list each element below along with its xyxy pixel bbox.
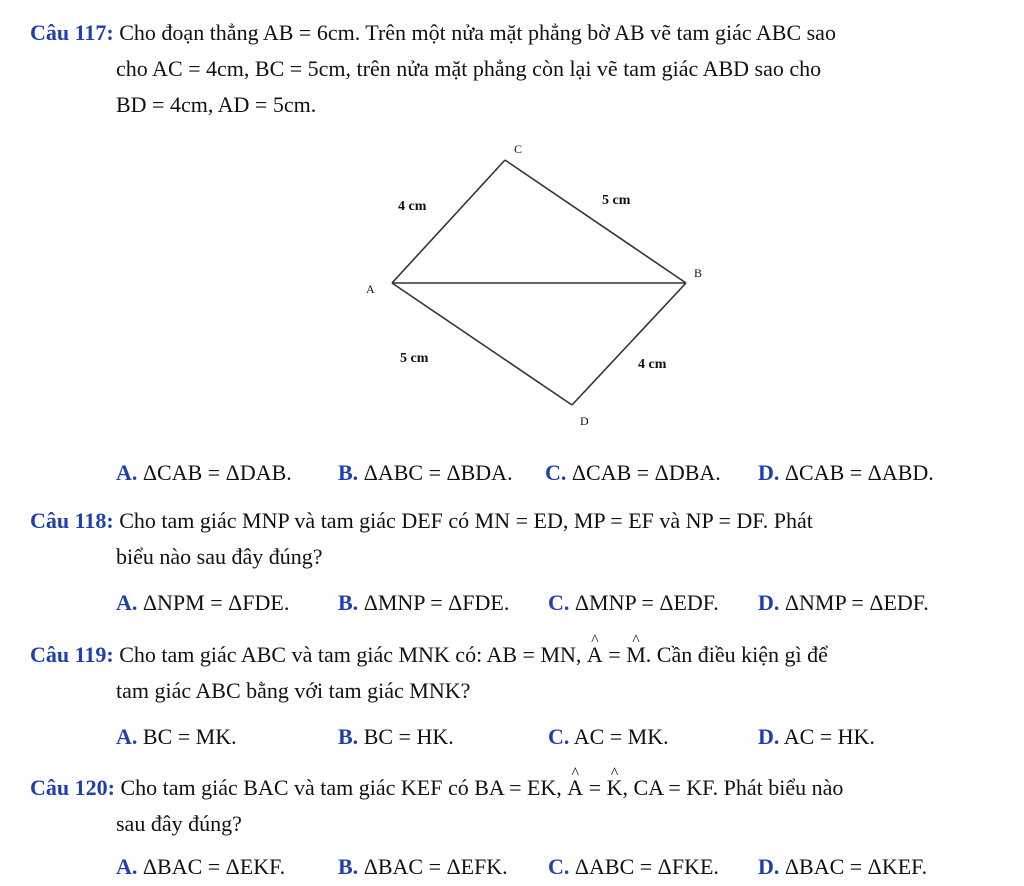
option-key: C. [548,724,570,749]
question-120-text-1b: , CA = KF. Phát biểu nào [622,775,844,800]
option-key: B. [338,460,359,485]
option-text: ΔMNP = ΔEDF. [574,590,719,615]
option-text: AC = MK. [573,724,669,749]
question-117-text-1: Cho đoạn thẳng AB = 6cm. Trên một nửa mặt phẳng bờ AB vẽ tam giác ABC sao [119,20,836,45]
question-119-text-1b: . Cần điều kiện gì để [645,642,828,667]
option-key: B. [338,590,359,615]
question-119-line-2 [116,676,470,706]
question-118-text-2: biểu nào sau đây đúng? [116,544,323,569]
question-119-option-b [338,722,454,752]
option-key: C. [548,854,570,879]
label-ad: 5 cm [400,351,429,366]
option-text: ΔBAC = ΔEFK. [363,854,508,879]
question-117-line-2 [116,54,821,84]
point-a-label: A [366,282,375,296]
option-key: C. [545,460,567,485]
question-117-option-a [116,458,292,488]
option-key: A. [116,854,138,879]
question-118-option-a [116,588,289,618]
option-text: ΔMNP = ΔFDE. [363,590,510,615]
question-120-option-a [116,852,285,882]
question-119-option-d [758,722,875,752]
angle-a-symbol: ^ A [587,640,603,670]
option-key: D. [758,854,780,879]
question-118-option-d [758,588,929,618]
option-key: B. [338,854,359,879]
segment-ad [392,283,572,405]
question-117-text-3: BD = 4cm, AD = 5cm. [116,92,317,117]
question-120-option-d [758,852,927,882]
question-119-line-1 [30,640,828,670]
angle-equals: = [608,642,621,667]
label-bc: 5 cm [602,193,631,208]
question-119-text-2: tam giác ABC bằng với tam giác MNK? [116,678,471,703]
question-119-option-c [548,722,669,752]
question-118-option-b [338,588,509,618]
point-b-label: B [694,266,703,280]
segment-cb [505,160,686,283]
question-118-label: Câu 118: [30,508,114,533]
question-117-option-d [758,458,934,488]
question-119-text-1a: Cho tam giác ABC và tam giác MNK có: AB = MN, [119,642,582,667]
option-text: ΔABC = ΔFKE. [574,854,719,879]
question-120-text-2: sau đây đúng? [116,811,242,836]
label-bd: 4 cm [638,357,667,372]
option-text: ΔNMP = ΔEDF. [784,590,929,615]
question-117-label: Câu 117: [30,20,114,45]
angle-equals: = [588,775,602,800]
option-key: D. [758,590,780,615]
angle-k-symbol: ^ K [607,773,623,803]
question-120-option-c [548,852,719,882]
question-120-label: Câu 120: [30,775,115,800]
question-120-line-2 [116,809,242,839]
option-text: BC = MK. [142,724,237,749]
option-key: B. [338,724,359,749]
option-key: D. [758,724,780,749]
question-117-line-1 [30,18,836,48]
question-118-text-1: Cho tam giác MNP và tam giác DEF có MN = ED, MP = EF và NP = DF. Phát [119,508,813,533]
segment-ac [392,160,505,283]
question-120-line-1 [30,773,843,803]
question-120-option-b [338,852,508,882]
option-text: AC = HK. [783,724,875,749]
question-117-text-2: cho AC = 4cm, BC = 5cm, trên nửa mặt phẳng còn lại vẽ tam giác ABD sao cho [116,56,822,81]
option-text: BC = HK. [363,724,454,749]
question-118-line-2 [116,542,323,572]
option-text: ΔNPM = ΔFDE. [142,590,290,615]
question-119-label: Câu 119: [30,642,114,667]
question-119-option-a [116,722,237,752]
option-text: ΔCAB = ΔDAB. [142,460,292,485]
question-118-option-c [548,588,719,618]
question-117-line-3 [116,90,316,120]
segment-db [572,283,686,405]
point-d-label: D [580,414,589,428]
option-text: ΔCAB = ΔDBA. [571,460,721,485]
label-ac: 4 cm [398,199,427,214]
option-key: A. [116,724,138,749]
option-text: ΔBAC = ΔKEF. [784,854,928,879]
question-120-text-1a: Cho tam giác BAC và tam giác KEF có BA = EK, [120,775,562,800]
question-117-option-b [338,458,513,488]
option-key: D. [758,460,780,485]
option-key: A. [116,590,138,615]
angle-a-symbol: ^ A [567,773,583,803]
question-117-option-c [545,458,721,488]
point-c-label: C [514,142,523,156]
option-text: ΔCAB = ΔABD. [784,460,934,485]
option-text: ΔBAC = ΔEKF. [142,854,286,879]
option-key: A. [116,460,138,485]
option-key: C. [548,590,570,615]
angle-m-symbol: ^ M [626,640,646,670]
option-text: ΔABC = ΔBDA. [363,460,513,485]
question-118-line-1 [30,506,813,536]
